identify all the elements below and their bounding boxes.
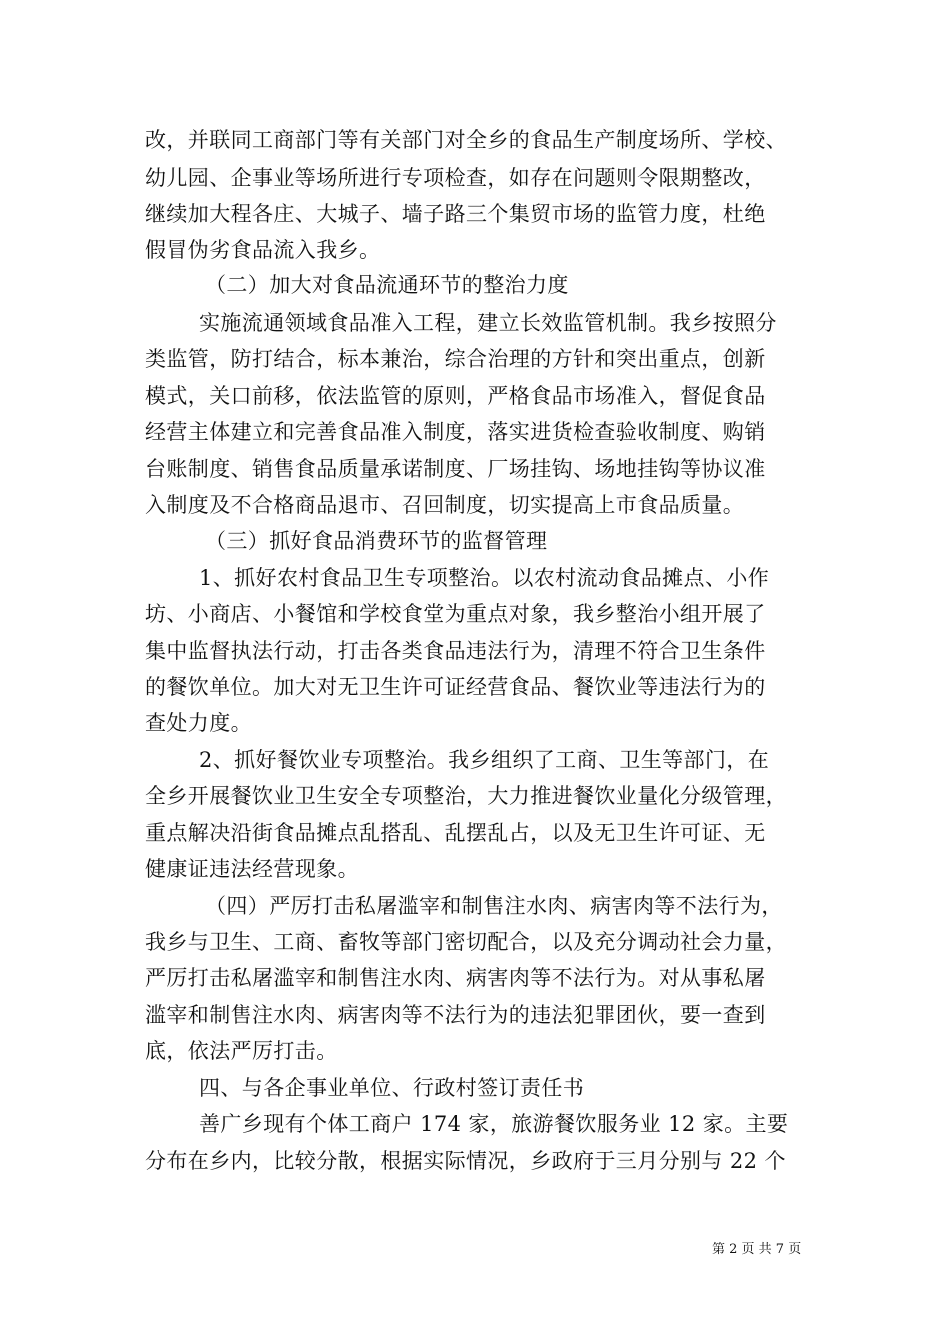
text-line: 集中监督执法行动，打击各类食品违法行为，清理不符合卫生条件: [145, 639, 766, 663]
text-line: 严厉打击私屠滥宰和制售注水肉、病害肉等不法行为。对从事私屠: [145, 966, 766, 990]
text-line: 1、抓好农村食品卫生专项整治。以农村流动食品摊点、小作: [199, 566, 770, 590]
page-number-footer: 第 2 页 共 7 页: [712, 1242, 802, 1257]
text-line: 类监管，防打结合，标本兼治，综合治理的方针和突出重点，创新: [145, 347, 766, 371]
section-heading: （三）抓好食品消费环节的监督管理: [205, 529, 548, 553]
text-line: 假冒伪劣食品流入我乡。: [145, 238, 381, 262]
text-line: 健康证违法经营现象。: [145, 857, 359, 881]
text-line: 改，并联同工商部门等有关部门对全乡的食品生产制度场所、学校、: [145, 128, 787, 152]
text-line: 继续加大程各庄、大城子、墙子路三个集贸市场的监管力度，杜绝: [145, 202, 766, 226]
text-line: 入制度及不合格商品退市、召回制度，切实提高上市食品质量。: [145, 493, 745, 517]
text-line: 坊、小商店、小餐馆和学校食堂为重点对象，我乡整治小组开展了: [145, 602, 766, 626]
section-heading: （四）严厉打击私屠滥宰和制售注水肉、病害肉等不法行为，: [205, 894, 783, 918]
text-line: 重点解决沿街食品摊点乱搭乱、乱摆乱占，以及无卫生许可证、无: [145, 821, 766, 845]
text-line: 底，依法严厉打击。: [145, 1039, 338, 1063]
text-line: 查处力度。: [145, 711, 252, 735]
text-line: 我乡与卫生、工商、畜牧等部门密切配合，以及充分调动社会力量，: [145, 930, 787, 954]
text-line: 实施流通领域食品准入工程，建立长效监管机制。我乡按照分: [199, 311, 777, 335]
text-line: 滥宰和制售注水肉、病害肉等不法行为的违法犯罪团伙，要一查到: [145, 1003, 766, 1027]
text-line: 2、抓好餐饮业专项整治。我乡组织了工商、卫生等部门，在: [199, 748, 770, 772]
text-line: 经营主体建立和完善食品准入制度，落实进货检查验收制度、购销: [145, 420, 766, 444]
section-heading: 四、与各企事业单位、行政村签订责任书: [199, 1076, 585, 1100]
text-line: 幼儿园、企事业等场所进行专项检查，如存在问题则令限期整改，: [145, 166, 766, 190]
text-line: 分布在乡内，比较分散，根据实际情况，乡政府于三月分别与 22 个: [145, 1149, 786, 1173]
text-line: 全乡开展餐饮业卫生安全专项整治，大力推进餐饮业量化分级管理，: [145, 784, 787, 808]
text-line: 模式，关口前移，依法监管的原则，严格食品市场准入，督促食品: [145, 384, 766, 408]
text-line: 台账制度、销售食品质量承诺制度、厂场挂钩、场地挂钩等协议准: [145, 457, 766, 481]
section-heading: （二）加大对食品流通环节的整治力度: [205, 273, 569, 297]
text-line: 的餐饮单位。加大对无卫生许可证经营食品、餐饮业等违法行为的: [145, 675, 766, 699]
text-line: 善广乡现有个体工商户 174 家，旅游餐饮服务业 12 家。主要: [199, 1112, 789, 1136]
